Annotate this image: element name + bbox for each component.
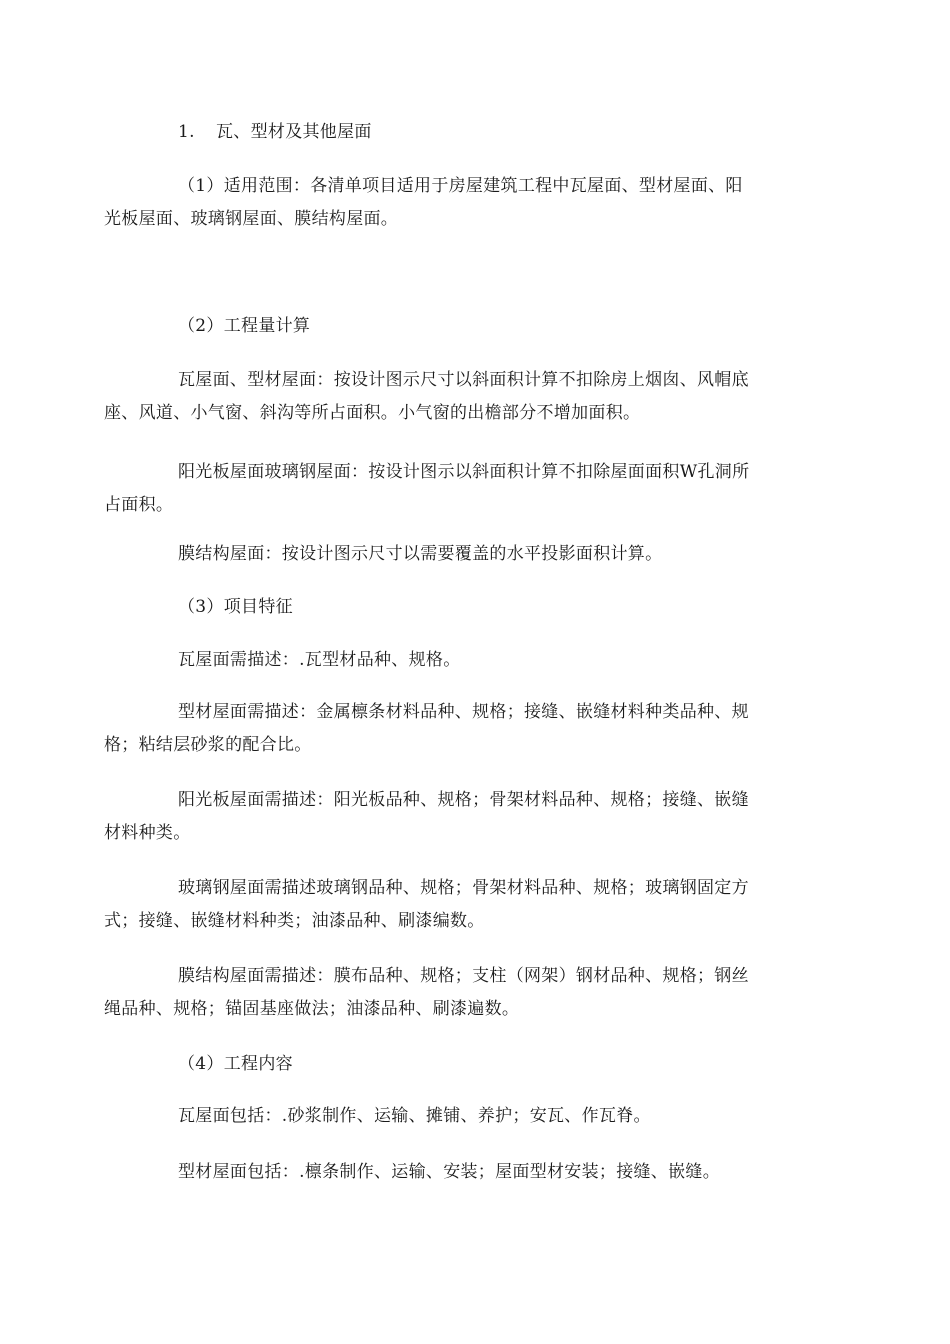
paragraph-scope xyxy=(104,170,818,236)
text-line: （1）适用范围：各清单项目适用于房屋建筑工程中瓦屋面、型材屋面、阳 xyxy=(178,176,743,196)
text-line: 型材屋面包括：.檩条制作、运输、安装；屋面型材安装；接缝、嵌缝。 xyxy=(178,1162,721,1182)
text-line: 瓦屋面包括：.砂浆制作、运输、摊铺、养护；安瓦、作瓦脊。 xyxy=(178,1106,651,1126)
text-line: （4）工程内容 xyxy=(178,1054,293,1074)
subheading-feature xyxy=(178,591,818,624)
paragraph-feature-2 xyxy=(104,696,818,762)
text-line: 材料种类。 xyxy=(104,823,191,843)
text-line: 座、风道、小气窗、斜沟等所占面积。小气窗的出檐部分不增加面积。 xyxy=(104,403,641,423)
paragraph-content-1 xyxy=(178,1100,818,1133)
text-line: （2）工程量计算 xyxy=(178,316,311,336)
text-line: 型材屋面需描述：金属檩条材料品种、规格；接缝、嵌缝材料种类品种、规 xyxy=(178,702,749,722)
text-line: 玻璃钢屋面需描述玻璃钢品种、规格；骨架材料品种、规格；玻璃钢固定方 xyxy=(178,878,749,898)
paragraph-feature-3 xyxy=(104,784,818,850)
text-line: 膜结构屋面：按设计图示尺寸以需要覆盖的水平投影面积计算。 xyxy=(178,544,663,564)
text-line: 式；接缝、嵌缝材料种类；油漆品种、刷漆编数。 xyxy=(104,911,485,931)
section-title: 瓦、型材及其他屋面 xyxy=(216,122,372,142)
text-line: 光板屋面、玻璃钢屋面、膜结构屋面。 xyxy=(104,209,399,229)
text-line: 格；粘结层砂浆的配合比。 xyxy=(104,735,312,755)
paragraph-calc-2 xyxy=(104,456,818,522)
paragraph-calc-1 xyxy=(104,364,818,430)
text-line: 绳品种、规格；锚固基座做法；油漆品种、刷漆遍数。 xyxy=(104,999,520,1019)
section-heading xyxy=(178,116,818,149)
text-line: 膜结构屋面需描述：膜布品种、规格；支柱（网架）钢材品种、规格；钢丝 xyxy=(178,966,749,986)
text-line: 瓦屋面、型材屋面：按设计图示尺寸以斜面积计算不扣除房上烟囱、风帽底 xyxy=(178,370,749,390)
subheading-content xyxy=(178,1048,818,1081)
paragraph-feature-1 xyxy=(178,644,818,677)
text-line: 阳光板屋面玻璃钢屋面：按设计图示以斜面积计算不扣除屋面面积W孔洞所 xyxy=(178,462,750,482)
paragraph-feature-4 xyxy=(104,872,818,938)
subheading-calc xyxy=(178,310,818,343)
text-line: （3）项目特征 xyxy=(178,597,293,617)
section-number: 1. xyxy=(178,122,195,142)
paragraph-content-2 xyxy=(178,1156,818,1189)
text-line: 瓦屋面需描述：.瓦型材品种、规格。 xyxy=(178,650,461,670)
text-line: 占面积。 xyxy=(104,495,174,515)
text-line: 阳光板屋面需描述：阳光板品种、规格；骨架材料品种、规格；接缝、嵌缝 xyxy=(178,790,749,810)
paragraph-calc-3 xyxy=(178,538,818,571)
paragraph-feature-5 xyxy=(104,960,818,1026)
